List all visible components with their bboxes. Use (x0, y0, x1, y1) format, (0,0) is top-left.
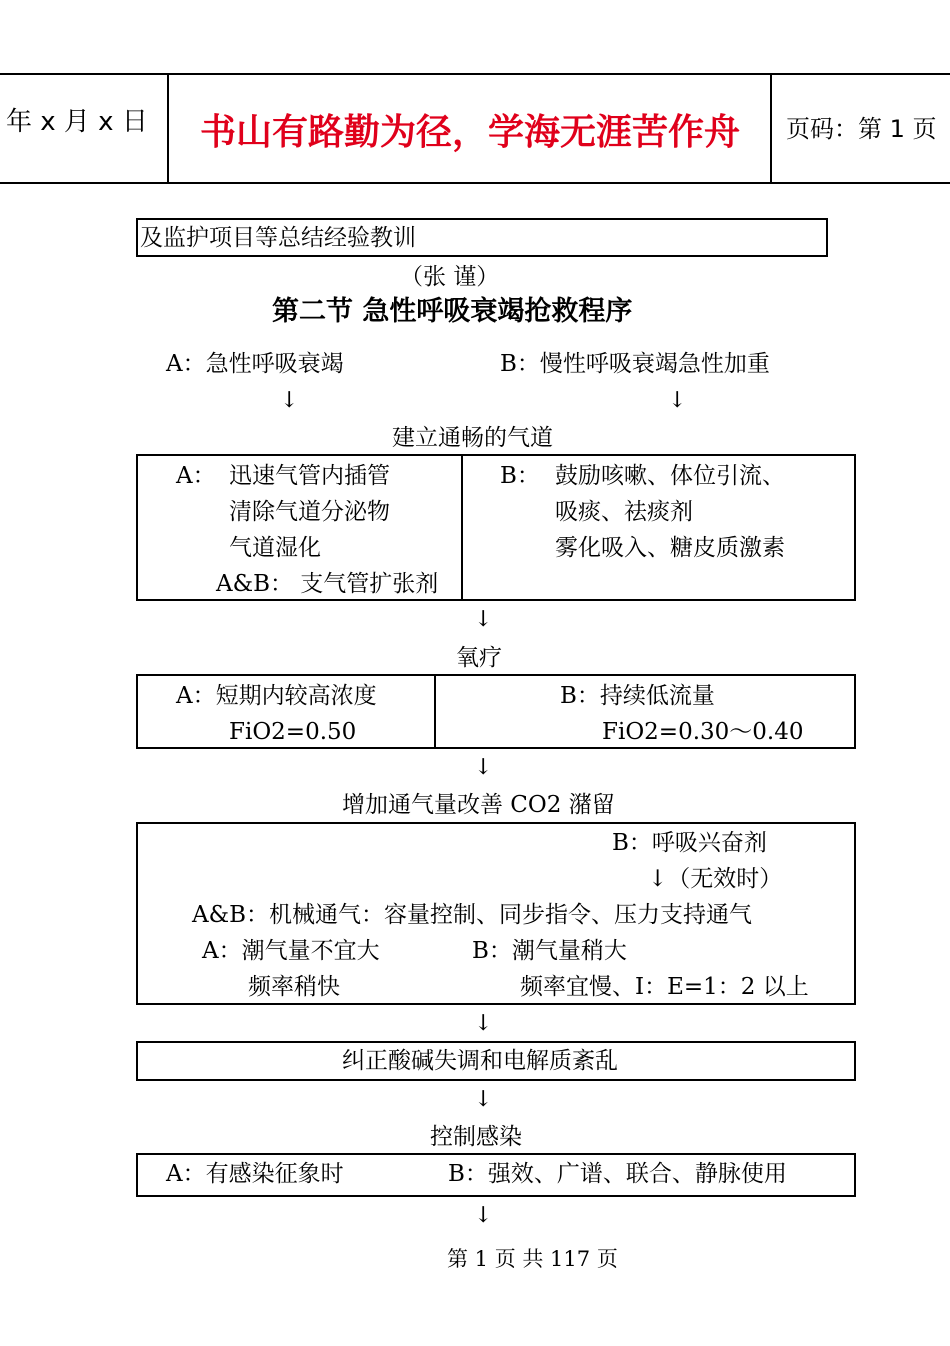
step5-b-line: B：强效、广谱、联合、静脉使用 (448, 1161, 787, 1187)
step5-a-line: A：有感染征象时 (166, 1161, 344, 1187)
header-divider-left (167, 73, 169, 184)
step2-a-line2: FiO2=0.50 (229, 719, 357, 745)
down-arrow-a: ↓ (280, 388, 299, 413)
header-top-rule (0, 73, 950, 75)
step1-b-label: B： (500, 463, 540, 489)
page-footer: 第 1 页 共 117 页 (447, 1247, 618, 1271)
header-divider-right (770, 73, 772, 184)
header-date: 年 x 月 x 日 (6, 107, 148, 137)
step1-ab-line: A&B： 支气管扩张剂 (216, 571, 439, 597)
down-arrow-b: ↓ (668, 388, 687, 413)
step3-invalid-note: ↓（无效时） (648, 866, 783, 892)
step5-title: 控制感染 (430, 1124, 522, 1150)
down-arrow: ↓ (474, 1203, 493, 1228)
step2-b-line2: FiO2=0.30～0.40 (602, 719, 804, 745)
down-arrow: ↓ (474, 1011, 493, 1036)
step1-a-line: 迅速气管内插管 (229, 463, 390, 489)
section-title: 第二节 急性呼吸衰竭抢救程序 (272, 296, 633, 327)
step1-b-line: 吸痰、祛痰剂 (555, 499, 693, 525)
step1-title: 建立通畅的气道 (392, 425, 553, 451)
step1-b-line: 鼓励咳嗽、体位引流、 (555, 463, 785, 489)
step2-title: 氧疗 (456, 645, 502, 671)
step2-divider (434, 674, 436, 749)
step1-divider (461, 454, 463, 601)
step3-ab-line: A&B：机械通气：容量控制、同步指令、压力支持通气 (192, 902, 752, 928)
step1-a-label: A： (176, 463, 216, 489)
branch-b: B：慢性呼吸衰竭急性加重 (500, 351, 770, 377)
down-arrow: ↓ (474, 755, 493, 780)
author: （张 谨） (400, 264, 500, 290)
step3-title: 增加通气量改善 CO2 潴留 (342, 792, 615, 818)
step3-b-stimulant: B：呼吸兴奋剂 (612, 830, 767, 856)
step1-b-line: 雾化吸入、糖皮质激素 (555, 535, 785, 561)
header-page-number: 页码：第 1 页 (786, 115, 937, 143)
step1-a-line: 清除气道分泌物 (229, 499, 390, 525)
header-motto: 书山有路勤为径，学海无涯苦作舟 (200, 111, 741, 153)
step3-a-line1: A：潮气量不宜大 (202, 938, 380, 964)
down-arrow: ↓ (474, 607, 493, 632)
branch-a: A：急性呼吸衰竭 (166, 351, 344, 377)
step2-a-line1: A：短期内较高浓度 (176, 683, 377, 709)
step3-b-line2: 频率宜慢、I：E=1：2 以上 (520, 974, 809, 1000)
step3-a-line2: 频率稍快 (248, 974, 340, 1000)
summary-text: 及监护项目等总结经验教训 (140, 225, 416, 251)
header-bottom-rule (0, 182, 950, 184)
step2-b-line1: B：持续低流量 (560, 683, 715, 709)
step4-text: 纠正酸碱失调和电解质紊乱 (342, 1048, 618, 1074)
down-arrow: ↓ (474, 1087, 493, 1112)
step3-b-line1: B：潮气量稍大 (472, 938, 627, 964)
step1-a-line: 气道湿化 (229, 535, 321, 561)
